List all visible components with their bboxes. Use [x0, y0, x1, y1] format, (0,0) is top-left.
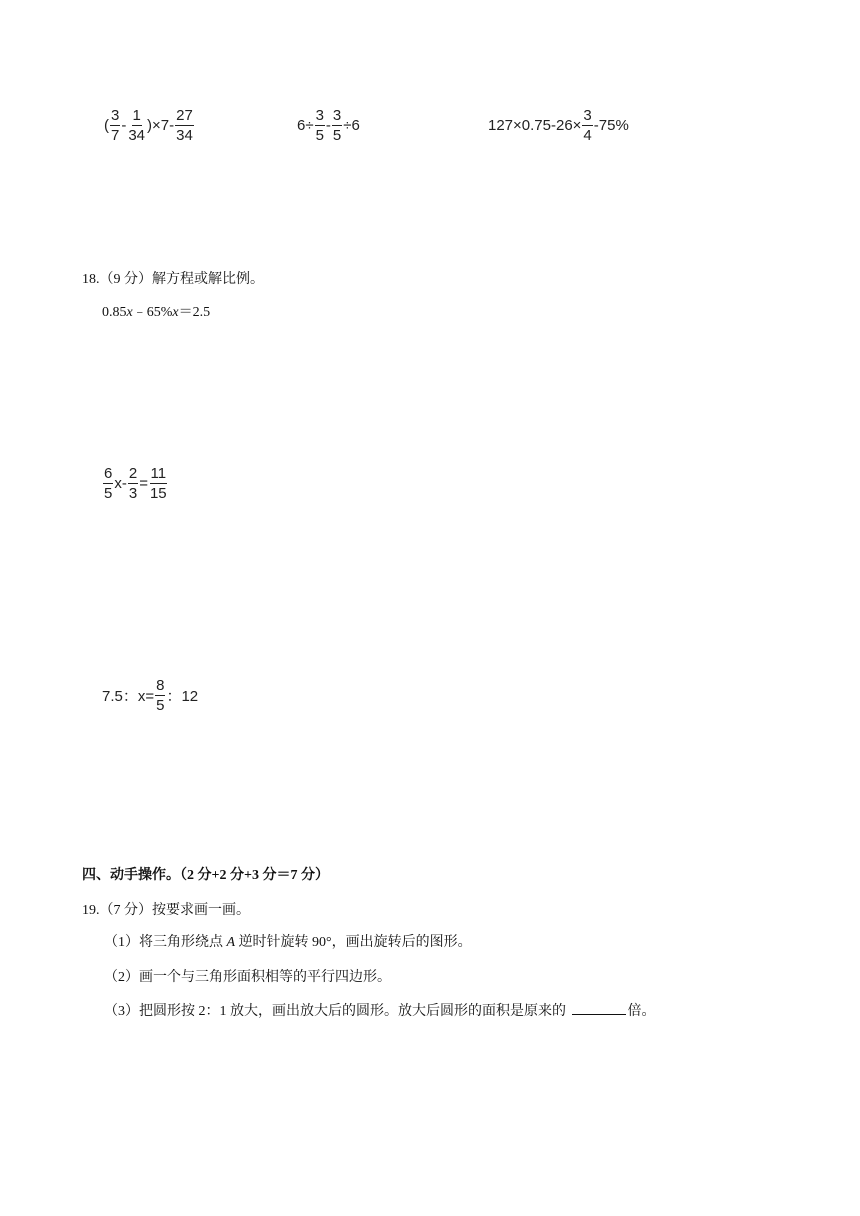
- point-label: A: [226, 935, 236, 950]
- numerator: 6: [104, 465, 113, 482]
- item3-text: （3）把圆形按 2：1 放大，画出放大后的圆形。放大后圆形的面积是原来的: [104, 1004, 566, 1019]
- expr3-suffix: -75%: [593, 117, 629, 134]
- numerator: 3: [332, 107, 342, 124]
- q18-equation-2: [102, 466, 169, 501]
- variable-x: x: [172, 305, 179, 320]
- fraction: [149, 466, 168, 501]
- fraction: [332, 108, 342, 143]
- fraction: [127, 108, 146, 143]
- denominator: 5: [315, 127, 324, 144]
- item1-text-end: 逆时针旋转 90°，画出旋转后的图形。: [238, 935, 472, 950]
- q19-item-2: （2）画一个与三角形面积相等的平行四边形。: [104, 970, 391, 985]
- fraction: [155, 678, 165, 713]
- denominator: 34: [128, 127, 146, 144]
- item1-text: （1）将三角形绕点: [104, 935, 223, 950]
- denominator: 34: [176, 127, 193, 144]
- eq1-rhs: ＝2.5: [178, 305, 211, 320]
- expr1-close: ): [147, 117, 153, 134]
- operator: -: [121, 117, 127, 134]
- q18-equation-3: [102, 678, 198, 713]
- denominator: 5: [332, 127, 342, 144]
- fraction: [110, 108, 120, 143]
- numerator: 3: [315, 107, 324, 124]
- q19-item-3: [104, 1000, 656, 1020]
- denominator: 3: [128, 485, 138, 502]
- denominator: 5: [104, 485, 113, 502]
- q19-title: 19.（7 分）按要求画一画。: [82, 903, 250, 918]
- eq3-suffix: ：12: [166, 688, 199, 705]
- fraction: [582, 108, 592, 143]
- section-4-title: 四、动手操作。（2 分+2 分+3 分＝7 分）: [82, 868, 329, 883]
- denominator: 5: [156, 697, 165, 714]
- numerator: 1: [132, 107, 141, 124]
- fraction: [315, 108, 325, 143]
- denominator: 4: [583, 127, 592, 144]
- operator: ×7-: [152, 117, 175, 134]
- eq3-prefix: 7.5：x=: [102, 688, 155, 705]
- item3-text-end: 倍。: [627, 1004, 656, 1019]
- expression-2: [297, 108, 360, 143]
- numerator: 11: [150, 465, 167, 482]
- equals-sign: =: [139, 475, 148, 492]
- q18-equation-1: [102, 301, 210, 321]
- eq1-term: ﹣65%: [132, 305, 173, 320]
- answer-blank[interactable]: [572, 1000, 626, 1015]
- numerator: 3: [583, 107, 592, 124]
- expr3-prefix: 127×0.75-26×: [488, 117, 582, 134]
- eq2-middle: x-: [114, 475, 127, 492]
- q18-title: 18.（9 分）解方程或解比例。: [82, 272, 264, 287]
- numerator: 8: [156, 677, 165, 694]
- numerator: 2: [128, 465, 138, 482]
- numerator: 27: [176, 107, 193, 124]
- expr2-prefix: 6÷: [297, 117, 314, 134]
- expr1-open: (: [104, 117, 109, 134]
- numerator: 3: [111, 107, 120, 124]
- denominator: 15: [149, 485, 167, 502]
- operator: -: [325, 117, 331, 134]
- fraction: [175, 108, 194, 143]
- expr2-suffix: ÷6: [343, 117, 360, 134]
- eq1-coef: 0.85: [102, 305, 127, 320]
- q19-item-1: [104, 931, 472, 951]
- expression-3: [488, 108, 629, 143]
- fraction: [103, 466, 113, 501]
- fraction: [128, 466, 138, 501]
- expression-1: [104, 108, 195, 143]
- variable-x: x: [126, 305, 133, 320]
- denominator: 7: [111, 127, 120, 144]
